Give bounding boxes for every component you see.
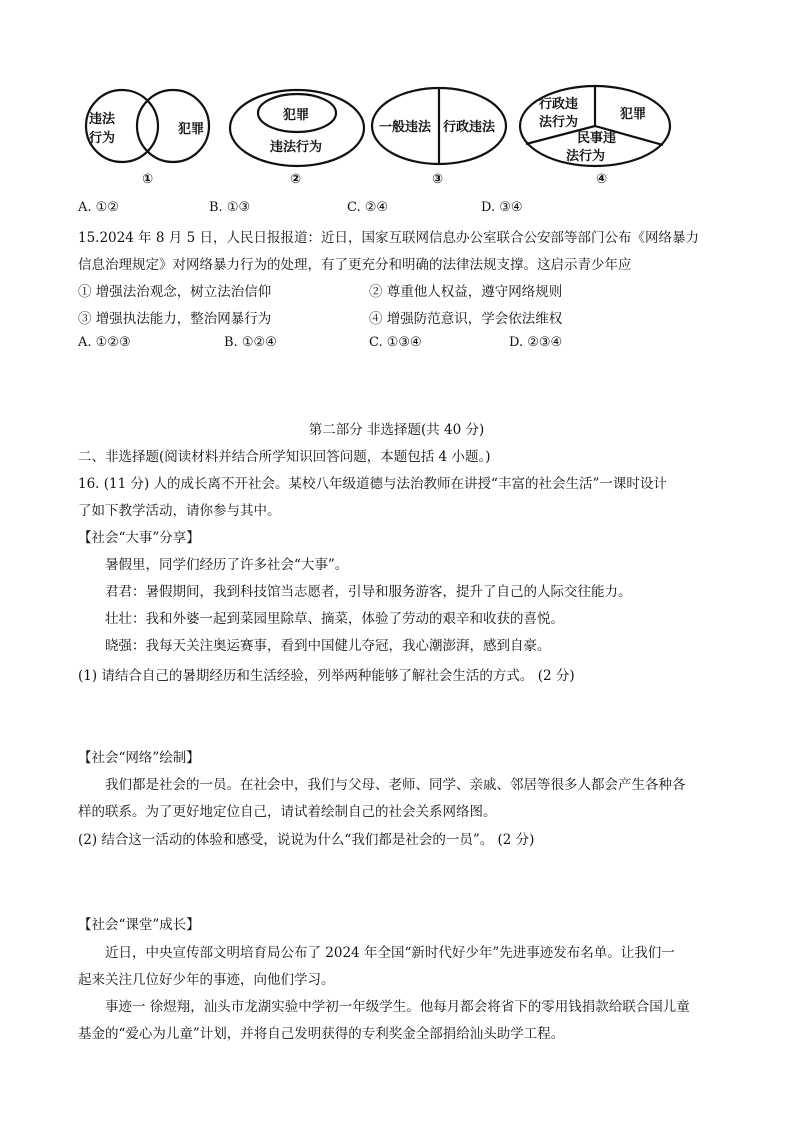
diagram-3-number: ③ — [432, 172, 444, 187]
q15-option-a: A. ①②③ — [78, 335, 131, 350]
diagram-4-number: ④ — [596, 172, 608, 187]
q16-subquestion-1: (1) 请结合自己的暑期经历和生活经验，列举两种能够了解社会生活的方式。 (2 分) — [78, 668, 575, 684]
section2-heading: 二、非选择题(阅读材料并结合所学知识回答问题，本题包括 4 小题。) — [78, 449, 491, 465]
q16-block3-line-4: 基金的“爱心为儿童”计划，并将自己发明获得的专利奖金全部捐给汕头助学工程。 — [78, 1026, 565, 1042]
diagram-4 — [520, 86, 670, 187]
diagram-3-left-label: 一般违法 — [379, 120, 432, 135]
diagram-1-number: ① — [142, 172, 154, 187]
q16-block2-title: 【社会“网络”绘制】 — [78, 750, 200, 766]
diagram-4-label-c-2: 法行为 — [566, 149, 606, 164]
diagram-4-label-c-1: 民事违 — [577, 131, 617, 146]
q14-option-b: B. ①③ — [209, 200, 251, 215]
part2-title: 第二部分 非选择题(共 40 分) — [308, 422, 485, 438]
q16-block3-line-2: 起来关注几位好少年的事迹，向他们学习。 — [78, 972, 335, 988]
diagram-2-outer-label: 违法行为 — [270, 140, 323, 155]
q16-stem-line-2: 了如下教学活动，请你参与其中。 — [78, 503, 281, 519]
q14-option-c: C. ②④ — [347, 200, 389, 215]
q16-block3-title: 【社会“课堂”成长】 — [78, 917, 200, 933]
q14-option-d: D. ③④ — [481, 200, 523, 215]
q16-block2-line-2: 样的联系。为了更好地定位自己，请试着绘制自己的社会关系网络图。 — [78, 804, 497, 820]
diagram-4-label-b: 犯罪 — [620, 107, 647, 122]
q16-block1-line-2: 壮壮：我和外婆一起到菜园里除草、摘菜，体验了劳动的艰辛和收获的喜悦。 — [105, 611, 564, 627]
q15-item-2: ② 尊重他人权益，遵守网络规则 — [369, 284, 563, 300]
q16-block1-line-3: 晓强：我每天关注奥运赛事，看到中国健儿夺冠，我心潮澎湃，感到自豪。 — [105, 638, 551, 654]
diagram-3-right-label: 行政违法 — [443, 120, 496, 135]
diagram-1-left-label-1: 违法 — [89, 112, 116, 127]
q15-option-b: B. ①②④ — [224, 335, 277, 350]
diagram-1 — [86, 90, 209, 187]
q16-block1-title: 【社会“大事”分享】 — [78, 530, 200, 546]
q14-option-a: A. ①② — [78, 200, 119, 215]
q15-item-3: ③ 增强执法能力，整治网暴行为 — [78, 311, 272, 327]
q16-block1-line-1: 君君：暑假期间，我到科技馆当志愿者，引导和服务游客，提升了自己的人际交往能力。 — [105, 584, 632, 600]
q16-stem-line-1: 16. (11 分) 人的成长离不开社会。某校八年级道德与法治教师在讲授“丰富的社会生活”一课时设计 — [78, 476, 667, 492]
diagram-2-number: ② — [290, 172, 302, 187]
q16-block1-intro: 暑假里，同学们经历了许多社会“大事”。 — [105, 557, 349, 573]
q16-block3-line-1: 近日，中央宣传部文明培育局公布了 2024 年全国“新时代好少年”先进事迹发布名单。让我们一 — [105, 945, 675, 961]
diagram-2 — [230, 90, 364, 187]
q15-item-4: ④ 增强防范意识，学会依法维权 — [369, 311, 563, 327]
q15-option-c: C. ①③④ — [369, 335, 422, 350]
q15-stem-line-2: 信息治理规定》对网络暴力行为的处理，有了更充分和明确的法律法规支撑。这启示青少年应 — [78, 257, 632, 273]
diagram-4-label-a-2: 法行为 — [539, 115, 579, 130]
q16-block2-line-1: 我们都是社会的一员。在社会中，我们与父母、老师、同学、亲戚、邻居等很多人都会产生各种各 — [105, 777, 686, 793]
q16-subquestion-2: (2) 结合这一活动的体验和感受，说说为什么“我们都是社会的一员”。 (2 分) — [78, 832, 535, 848]
legal-concept-diagrams — [75, 78, 715, 190]
q15-option-d: D. ②③④ — [509, 335, 563, 350]
diagram-4-label-a-1: 行政违 — [539, 97, 579, 112]
q15-stem-line-1: 15.2024 年 8 月 5 日，人民日报报道：近日，国家互联网信息办公室联合公安部等部门公布《网络暴力 — [78, 230, 699, 246]
diagram-3 — [372, 88, 506, 187]
q15-item-1: ① 增强法治观念，树立法治信仰 — [78, 284, 272, 300]
diagram-1-left-label-2: 行为 — [89, 131, 116, 146]
q16-block3-line-3: 事迹一 徐煜翔，汕头市龙湖实验中学初一年级学生。他每月都会将省下的零用钱捐款给联合国儿童 — [105, 999, 690, 1015]
diagram-1-right-label: 犯罪 — [178, 122, 205, 137]
diagram-2-inner-label: 犯罪 — [283, 108, 310, 123]
